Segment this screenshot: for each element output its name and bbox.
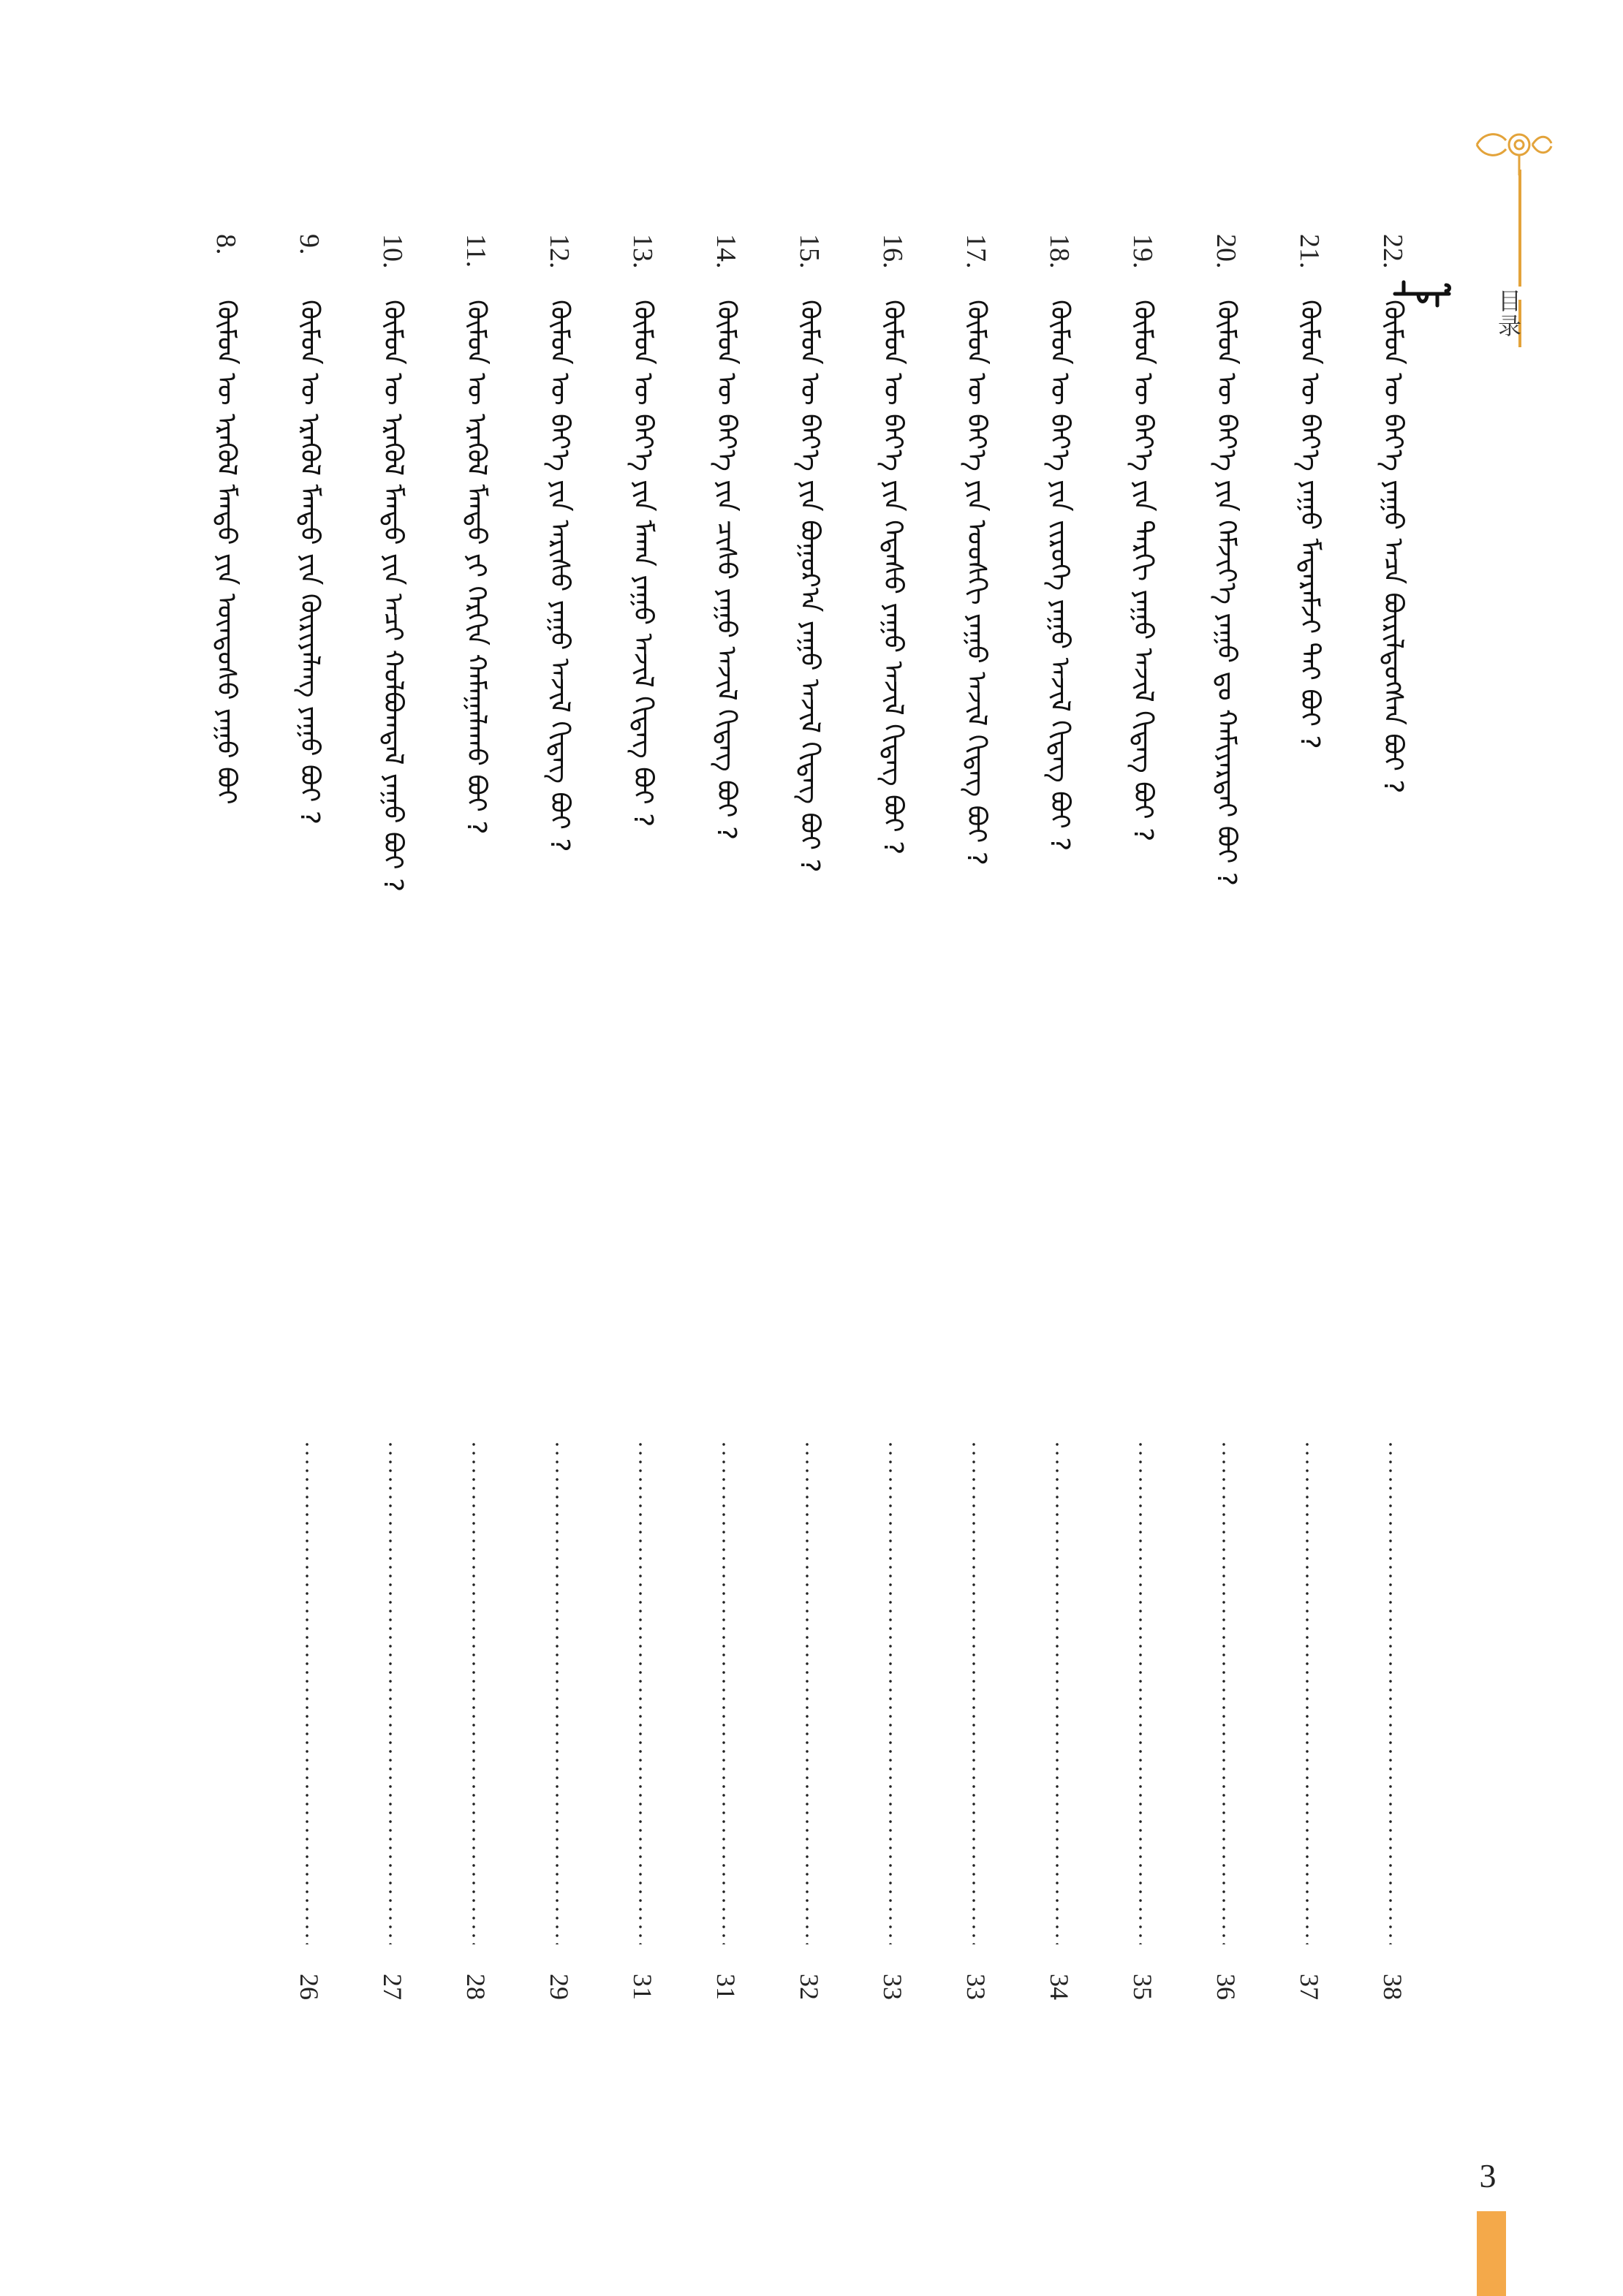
toc-entry-number: 11. — [461, 234, 491, 268]
toc-entry-title: ᠬᠦᠮᠦᠨ ᠦ ᠪᠡᠶ᠎ᠡ ᠶᠢᠨ ᠬᠡᠮᠵᠢᠶ᠎ᠡ ᠶᠠᠭᠤ ᠳᠤ ᠬᠠᠮᠢᠶᠠᠷᠲᠠᠢ ᠪᠤᠢ ? — [1211, 300, 1241, 886]
toc-entry-number: 10. — [377, 234, 408, 269]
toc-entry-title: ᠬᠦᠮᠦᠨ ᠦ ᠡᠷᠡᠭᠦᠯ ᠮᠡᠨᠳᠦ ᠶᠢᠨ ᠬᠦᠷᠢᠶᠡᠯᠡᠩ ᠶᠠᠭᠤ ᠪᠤᠢ ? — [295, 300, 325, 825]
toc-entry-page: 31 — [711, 1974, 741, 2000]
toc-entry-page: 33 — [961, 1974, 991, 2000]
toc-leader-dots — [1056, 1440, 1059, 1944]
toc-leader-dots — [639, 1440, 642, 1944]
toc-entry-number: 17. — [961, 234, 991, 269]
toc-entry-title: ᠬᠦᠮᠦᠨ ᠦ ᠪᠡᠶ᠎ᠡ ᠶᠢᠨ ᠴᠢᠰᠤ ᠶᠠᠭᠤ ᠠᠵᠢᠯ ᠬᠢᠳᠡᠭ ᠪᠤᠢ ? — [711, 300, 741, 841]
toc-entry-title: ᠬᠦᠮᠦᠨ ᠦ ᠪᠡᠶ᠎ᠡ ᠶᠠᠭᠤ ᠠᠴᠠ ᠪᠦᠷᠢᠯᠳᠦᠭᠰᠡᠨ ᠪᠤᠢ ? — [1378, 300, 1408, 794]
page-tab — [1477, 2211, 1506, 2296]
toc-entry-page: 31 — [628, 1974, 657, 2000]
toc-entry-title: ᠬᠦᠮᠦᠨ ᠦ ᠪᠡᠶ᠎ᠡ ᠶᠢᠨ ᠲᠠᠷᠬᠢ ᠶᠠᠭᠤ ᠠᠵᠢᠯ ᠬᠢᠳᠡᠭ ᠪᠤᠢ ? — [1128, 300, 1158, 842]
toc-entry-title: ᠬᠦᠮᠦᠨ ᠦ ᠪᠡᠶ᠎ᠡ ᠶᠢᠨ ᠵᠢᠷᠦᠬᠡ ᠶᠠᠭᠤ ᠠᠵᠢᠯ ᠬᠢᠳᠡᠭ ᠪᠤᠢ ? — [1045, 300, 1075, 852]
toc-entry-number: 22. — [1377, 234, 1408, 269]
toc-entry-page: 33 — [878, 1974, 907, 2000]
toc-entry-title: ᠬᠦᠮᠦᠨ ᠦ ᠪᠡᠶ᠎ᠡ ᠶᠢᠨ ᠤᠤᠰᠬᠢ ᠶᠠᠭᠤ ᠠᠵᠢᠯ ᠬᠢᠳᠡᠭ ᠪᠤᠢ ? — [961, 300, 991, 865]
toc-entry-number: 8. — [211, 234, 241, 255]
toc-entry-page: 36 — [1211, 1974, 1241, 2000]
toc-leader-dots — [556, 1440, 559, 1944]
header-rule-top — [1518, 170, 1521, 287]
toc-entry[interactable] — [950, 234, 1002, 2076]
toc-leader-dots — [306, 1440, 309, 1944]
toc-entry[interactable] — [1034, 234, 1085, 2076]
toc-entry-number: 19. — [1127, 234, 1158, 269]
ornament-icon — [1462, 117, 1557, 183]
toc-entry[interactable] — [1200, 234, 1252, 2076]
toc-entry-page: 29 — [545, 1974, 574, 2000]
toc-entry[interactable] — [534, 234, 585, 2076]
toc-leader-dots — [806, 1440, 809, 1944]
toc-entry-number: 20. — [1211, 234, 1241, 269]
toc-entry-number: 12. — [544, 234, 575, 269]
toc-entry[interactable] — [1284, 234, 1335, 2076]
table-of-contents — [175, 234, 1418, 2076]
toc-entry-page: 28 — [461, 1974, 491, 2000]
toc-entry-number: 14. — [711, 234, 741, 269]
toc-leader-dots — [1306, 1440, 1309, 1944]
toc-entry-number: 13. — [627, 234, 658, 269]
toc-entry-page: 38 — [1378, 1974, 1407, 2000]
toc-entry[interactable] — [200, 234, 251, 2076]
toc-entry[interactable] — [784, 234, 835, 2076]
toc-entry-title: ᠬᠦᠮᠦᠨ ᠦ ᠪᠡᠶ᠎ᠡ ᠶᠢᠨ ᠮᠠᠬᠠ ᠶᠠᠭᠤ ᠠᠵᠢᠯ ᠬᠢᠳᠡᠭ ᠪᠤᠢ ? — [628, 300, 658, 827]
toc-entry-title: ᠬᠦᠮᠦᠨ ᠦ ᠪᠡᠶ᠎ᠡ ᠶᠢᠨ ᠠᠷᠢᠰᠤ ᠶᠠᠭᠤ ᠠᠵᠢᠯ ᠬᠢᠳᠡᠭ ᠪᠤᠢ ? — [545, 300, 575, 852]
toc-entry[interactable] — [367, 234, 418, 2076]
toc-entry[interactable] — [284, 234, 335, 2076]
toc-entry-page: 27 — [378, 1974, 407, 2000]
toc-entry-page: 34 — [1045, 1974, 1074, 2000]
toc-leader-dots — [389, 1440, 392, 1944]
toc-entry[interactable] — [450, 234, 502, 2076]
header-title-cn: 目录 — [1494, 289, 1522, 338]
toc-leader-dots — [1139, 1440, 1142, 1944]
toc-entry-page: 26 — [295, 1974, 324, 2000]
toc-leader-dots — [1389, 1440, 1392, 1944]
toc-entry-number: 21. — [1294, 234, 1325, 269]
toc-entry-title: ᠬᠦᠮᠦᠨ ᠦ ᠪᠡᠶ᠎ᠡ ᠶᠢᠨ ᠭᠡᠳᠡᠰᠦ ᠶᠠᠭᠤ ᠠᠵᠢᠯ ᠬᠢᠳᠡᠭ ᠪᠤᠢ ? — [878, 300, 908, 855]
toc-entry-title: ᠬᠦᠮᠦᠨ ᠦ ᠪᠡᠶ᠎ᠡ ᠶᠢᠨ ᠪᠣᠭᠣᠷ᠎ᠠ ᠶᠠᠭᠤ ᠠᠵᠢᠯ ᠬᠢᠳᠡᠭ ᠪᠤᠢ ? — [795, 300, 825, 873]
toc-leader-dots — [889, 1440, 892, 1944]
toc-leader-dots — [972, 1440, 975, 1944]
toc-entry-number: 16. — [877, 234, 908, 269]
toc-entry-title: ᠬᠦᠮᠦᠨ ᠦ ᠡᠷᠡᠭᠦᠯ ᠮᠡᠨᠳᠦ ᠶᠢᠨ ᠠᠴᠢ ᠬᠣᠯᠪᠣᠭᠳᠠᠯ ᠶᠠᠭᠤ ᠪᠤᠢ ? — [378, 300, 408, 893]
toc-entry-title: ᠬᠦᠮᠦᠨ ᠦ ᠡᠷᠡᠭᠦᠯ ᠮᠡᠨᠳᠦ ᠶᠢ ᠬᠡᠷᠬᠢᠨ ᠬᠠᠮᠠᠭᠠᠯᠠᠬᠤ ᠪᠤᠢ ? — [461, 300, 491, 835]
toc-entry-number: 18. — [1044, 234, 1075, 269]
toc-entry[interactable] — [1367, 234, 1418, 2076]
toc-entry[interactable] — [617, 234, 668, 2076]
toc-leader-dots — [722, 1440, 725, 1944]
page-number: 3 — [1479, 2157, 1497, 2194]
toc-entry-page: 32 — [795, 1974, 824, 2000]
toc-leader-dots — [1222, 1440, 1225, 1944]
toc-leader-dots — [472, 1440, 475, 1944]
toc-entry[interactable] — [700, 234, 752, 2076]
toc-entry-page: 35 — [1128, 1974, 1157, 2000]
toc-entry-page: 37 — [1295, 1974, 1324, 2000]
toc-entry-number: 15. — [794, 234, 825, 269]
toc-entry-title: ᠬᠦᠮᠦᠨ ᠦ ᠡᠷᠡᠭᠦᠯ ᠮᠡᠨᠳᠦ ᠶᠢᠨ ᠦᠨᠳᠦᠰᠦ ᠶᠠᠭᠤ ᠪᠤᠢ — [211, 300, 241, 805]
toc-entry[interactable] — [867, 234, 918, 2076]
toc-entry-number: 9. — [294, 234, 325, 255]
toc-entry-title: ᠬᠦᠮᠦᠨ ᠦ ᠪᠡᠶ᠎ᠡ ᠶᠠᠭᠤ ᠮᠡᠳᠡᠷᠡᠮᠵᠢ ᠲᠠᠢ ᠪᠤᠢ ? — [1295, 300, 1325, 749]
toc-entry[interactable] — [1117, 234, 1168, 2076]
